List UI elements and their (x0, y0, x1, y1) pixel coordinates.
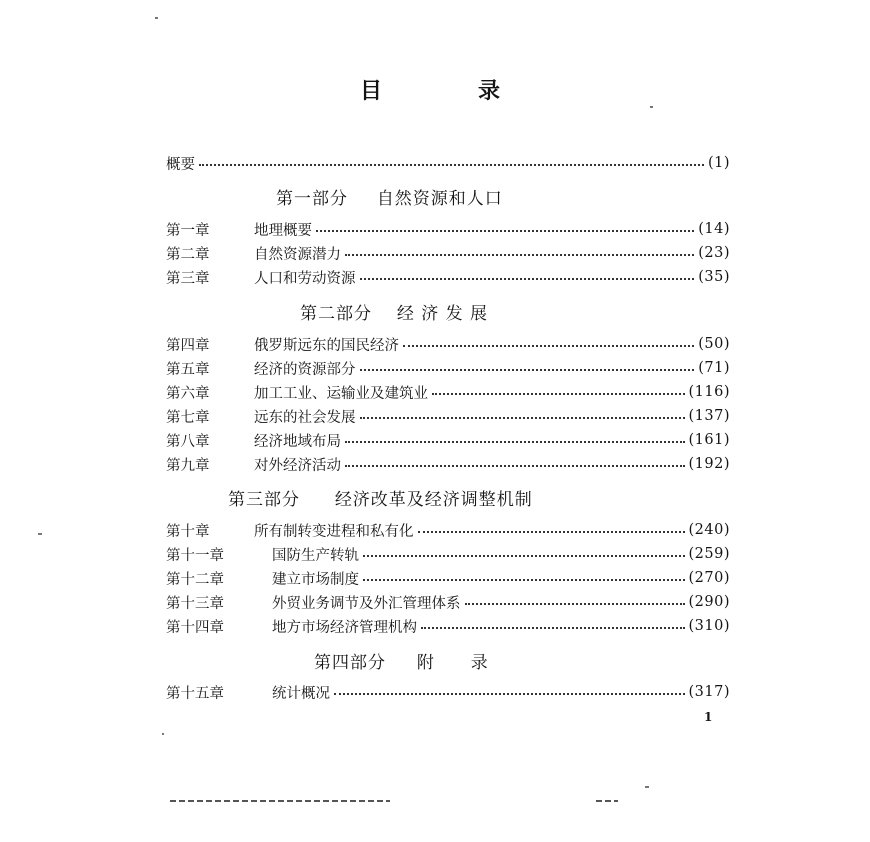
dot-leader (345, 465, 685, 467)
title-char-2: 录 (477, 78, 500, 104)
chapter-page: (192) (688, 456, 730, 472)
chapter-page: (259) (688, 546, 730, 562)
chapter-label: 第九章 (166, 457, 210, 474)
part-title: 经济改革及经济调整机制 (334, 490, 533, 510)
scan-speck (650, 106, 653, 108)
dot-leader (403, 345, 694, 347)
toc-entry-overview (166, 152, 730, 174)
chapter-label: 第十二章 (166, 571, 224, 588)
toc-entry (166, 242, 730, 264)
dot-leader (334, 693, 685, 695)
scan-speck (155, 17, 158, 19)
dot-leader (345, 254, 694, 256)
chapter-page: (50) (698, 336, 730, 352)
toc-entry (166, 333, 730, 355)
part-label: 第一部分 (276, 189, 348, 209)
chapter-page: (317) (688, 684, 730, 700)
entry-title: 概要 (166, 156, 195, 173)
dot-leader (418, 531, 685, 533)
chapter-page: (14) (698, 221, 730, 237)
dot-leader (199, 164, 704, 166)
chapter-page: (161) (688, 432, 730, 448)
chapter-page: (137) (688, 408, 730, 424)
chapter-title: 统计概况 (272, 685, 330, 702)
chapter-label: 第四章 (166, 337, 210, 354)
toc-entry (166, 519, 730, 541)
scan-smear (170, 800, 390, 802)
dot-leader (421, 627, 685, 629)
toc-entry (166, 567, 730, 589)
part-label: 第三部分 (228, 490, 300, 510)
chapter-title: 国防生产转轨 (272, 547, 359, 564)
dot-leader (360, 278, 695, 280)
chapter-title: 所有制转变进程和私有化 (254, 523, 414, 540)
part-title: 附 录 (416, 653, 489, 673)
scan-speck (645, 786, 649, 788)
toc-entry (166, 381, 730, 403)
part-heading-2 (300, 299, 488, 324)
chapter-title: 建立市场制度 (272, 571, 359, 588)
chapter-title: 人口和劳动资源 (254, 270, 356, 287)
toc-entry (166, 266, 730, 288)
chapter-page: (116) (688, 384, 730, 400)
dot-leader (363, 579, 685, 581)
chapter-label: 第八章 (166, 433, 210, 450)
chapter-title: 地理概要 (254, 222, 312, 239)
part-title: 自然资源和人口 (376, 189, 503, 209)
chapter-label: 第二章 (166, 246, 210, 263)
page-title (360, 74, 500, 105)
chapter-page: (23) (698, 245, 730, 261)
chapter-page: (290) (688, 594, 730, 610)
part-title: 经 济 发 展 (396, 304, 489, 324)
chapter-title: 经济地域布局 (254, 433, 341, 450)
dot-leader (316, 230, 694, 232)
chapter-label: 第三章 (166, 270, 210, 287)
dot-leader (360, 369, 695, 371)
chapter-label: 第十五章 (166, 685, 224, 702)
part-label: 第二部分 (300, 304, 372, 324)
chapter-label: 第七章 (166, 409, 210, 426)
page-number: 1 (704, 710, 713, 724)
dot-leader (465, 603, 685, 605)
dot-leader (345, 441, 685, 443)
part-heading-3 (228, 485, 533, 510)
chapter-label: 第十一章 (166, 547, 224, 564)
chapter-title: 经济的资源部分 (254, 361, 356, 378)
toc-entry (166, 615, 730, 637)
title-char-1: 目 (360, 78, 383, 104)
chapter-label: 第十章 (166, 523, 210, 540)
chapter-title: 对外经济活动 (254, 457, 341, 474)
toc-entry (166, 681, 730, 703)
dot-leader (432, 393, 685, 395)
chapter-page: (71) (698, 360, 730, 376)
scan-speck (162, 733, 164, 735)
toc-entry (166, 357, 730, 379)
toc-entry (166, 591, 730, 613)
scan-smear (596, 800, 618, 802)
part-heading-1 (276, 184, 503, 209)
toc-entry (166, 429, 730, 451)
chapter-page: (310) (688, 618, 730, 634)
chapter-title: 俄罗斯远东的国民经济 (254, 337, 399, 354)
part-label: 第四部分 (314, 653, 386, 673)
dot-leader (360, 417, 685, 419)
chapter-title: 远东的社会发展 (254, 409, 356, 426)
chapter-label: 第六章 (166, 385, 210, 402)
chapter-page: (270) (688, 570, 730, 586)
toc-entry (166, 405, 730, 427)
chapter-label: 第十四章 (166, 619, 224, 636)
dot-leader (363, 555, 685, 557)
chapter-label: 第一章 (166, 222, 210, 239)
chapter-title: 地方市场经济管理机构 (272, 619, 417, 636)
chapter-title: 外贸业务调节及外汇管理体系 (272, 595, 461, 612)
chapter-label: 第十三章 (166, 595, 224, 612)
chapter-title: 加工工业、运输业及建筑业 (254, 385, 428, 402)
chapter-page: (35) (698, 269, 730, 285)
chapter-label: 第五章 (166, 361, 210, 378)
part-heading-4 (314, 648, 489, 673)
toc-entry (166, 543, 730, 565)
chapter-title: 自然资源潜力 (254, 246, 341, 263)
scan-speck (38, 533, 42, 535)
entry-page: (1) (707, 155, 730, 171)
toc-entry (166, 453, 730, 475)
toc-entry (166, 218, 730, 240)
chapter-page: (240) (688, 522, 730, 538)
